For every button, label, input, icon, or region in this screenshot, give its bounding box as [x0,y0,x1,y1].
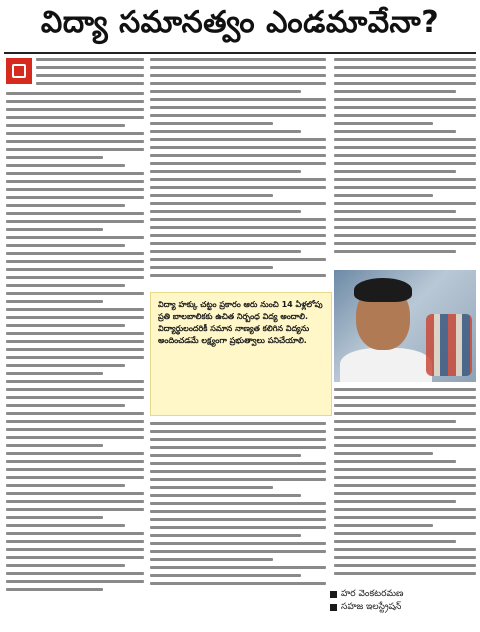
headline: విద్యా సమానత్వం ఎండమావేనా? [40,5,440,40]
bullet-square-icon [330,591,337,598]
text-line [6,556,144,559]
text-line [6,100,144,103]
text-line [6,452,144,455]
text-line [150,106,326,109]
text-line [6,236,144,239]
text-line [334,202,476,205]
article-column-3-upper [334,58,476,264]
text-line [150,486,273,489]
text-line [6,308,144,311]
text-line [6,268,144,271]
text-line [334,548,476,551]
text-line [6,412,144,415]
text-line [6,300,103,303]
text-line [150,526,326,529]
text-line [334,476,476,479]
text-line [6,388,144,391]
text-line [6,140,144,143]
text-line [150,558,273,561]
text-line [334,122,433,125]
text-line [150,566,326,569]
text-line [6,260,144,263]
text-line [6,420,144,423]
text-line [150,582,326,585]
text-line [150,494,301,497]
text-line [334,436,476,439]
text-line [150,170,301,173]
text-line [36,66,144,69]
text-line [334,484,476,487]
text-line [150,66,326,69]
text-line [6,172,144,175]
text-line [334,114,476,117]
text-line [6,404,125,407]
text-line [6,204,125,207]
text-line [6,116,144,119]
text-line [150,274,326,277]
text-line [334,98,476,101]
newspaper-logo-icon [6,58,32,84]
credits [330,588,476,616]
text-line [36,58,144,61]
text-line [6,316,144,319]
text-line [150,146,326,149]
text-line [334,428,476,431]
text-line [334,226,476,229]
text-line [334,90,456,93]
text-line [334,162,476,165]
text-line [150,454,301,457]
text-line [6,276,144,279]
text-line [334,186,476,189]
text-line [150,258,326,261]
text-line [150,422,326,425]
logo-mark [12,64,26,78]
text-line [150,130,301,133]
text-line [6,292,144,295]
text-line [6,484,125,487]
text-line [334,556,476,559]
text-line [334,178,476,181]
text-line [6,516,103,519]
text-line [334,138,476,141]
text-line [6,332,144,335]
text-line [334,452,433,455]
text-line [334,210,456,213]
text-line [6,164,125,167]
text-line [150,178,326,181]
text-line [150,162,326,165]
text-line [334,508,476,511]
text-line [334,540,456,543]
text-line [6,580,144,583]
text-line [6,196,144,199]
text-line [334,66,476,69]
text-line [334,388,476,391]
text-line [6,252,144,255]
text-line [6,220,144,223]
text-line [150,210,301,213]
text-line [334,194,433,197]
text-line [150,82,326,85]
text-line [334,106,476,109]
text-line [150,446,326,449]
text-line [36,74,144,77]
article-column-2-lower [150,422,326,598]
text-line [6,244,125,247]
text-line [150,534,301,537]
text-line [150,194,273,197]
text-line [334,74,476,77]
photo-figure-hair [354,278,412,302]
text-line [334,218,476,221]
text-line [6,588,103,591]
text-line [150,518,326,521]
text-line [150,266,273,269]
text-line [6,188,144,191]
text-line [334,572,476,575]
text-line [6,444,103,447]
text-line [334,412,476,415]
text-line [334,468,476,471]
text-line [150,154,326,157]
text-line [150,510,326,513]
text-line [150,138,326,141]
text-line [6,492,144,495]
text-line [6,348,144,351]
text-line [6,572,144,575]
text-line [334,492,476,495]
text-line [334,154,476,157]
text-line [6,508,144,511]
text-line [6,212,144,215]
text-line [6,340,144,343]
text-line [334,460,456,463]
text-line [6,156,103,159]
text-line [6,356,144,359]
text-line [6,548,144,551]
text-line [334,516,476,519]
article-column-3-lower [334,388,476,584]
article-column-2-upper [150,58,326,286]
bullet-square-icon [330,604,337,611]
pull-quote: విద్యా హక్కు చట్టం ప్రకారం ఆరు నుంచి 14 ఏళ్లలోపు ప్రతి బాలబాలికకు ఉచిత నిర్బంధ విద్య అందాలి. విద్యార్థులందరికీ సమాన నాణ్యత కలిగిన విద్యను అందించడమే లక్ష్యంగా ప్రభుత్వాలు పనిచేయాలి. [150,292,332,416]
article-photo [334,270,476,382]
text-line [6,380,144,383]
text-line [150,550,326,553]
text-line [150,90,301,93]
text-line [6,428,144,431]
text-line [36,82,144,85]
text-line [6,532,144,535]
text-line [150,226,326,229]
text-line [334,404,476,407]
text-line [334,396,476,399]
text-line [6,540,144,543]
text-line [334,242,476,245]
text-line [6,524,125,527]
author-name: హర వెంకటరమణ [341,589,404,599]
text-line [6,324,125,327]
text-line [150,438,326,441]
text-line [6,124,125,127]
text-line [150,122,273,125]
text-line [6,476,144,479]
text-line [334,58,476,61]
headline-rule [4,52,476,54]
text-line [334,444,476,447]
text-line [6,364,125,367]
text-line [334,532,476,535]
illustration-name: సహజ ఇలస్ట్రేషన్ [341,602,402,612]
text-line [334,420,456,423]
text-line [150,574,301,577]
text-line [150,462,326,465]
text-line [150,58,326,61]
text-line [334,234,476,237]
text-line [6,108,144,111]
text-line [6,372,103,375]
text-line [334,564,476,567]
text-line [150,234,326,237]
text-line [6,468,144,471]
text-line [150,98,326,101]
text-line [6,228,103,231]
text-line [150,242,326,245]
text-line [6,564,125,567]
text-line [6,460,144,463]
text-line [334,130,456,133]
text-line [6,92,144,95]
text-line [334,500,456,503]
text-line [150,74,326,77]
text-line [334,170,456,173]
text-line [150,202,326,205]
text-line [150,114,326,117]
text-line [150,250,301,253]
photo-figure-shirt [340,348,432,382]
text-line [6,500,144,503]
text-line [6,180,144,183]
text-line [6,284,125,287]
text-line [150,502,326,505]
text-line [6,436,144,439]
text-line [6,132,144,135]
author-credit [330,588,476,601]
text-line [6,396,144,399]
text-line [334,524,433,527]
article-column-1-lower [6,92,144,632]
text-line [334,82,476,85]
text-line [150,218,326,221]
text-line [150,186,326,189]
text-line [150,430,326,433]
text-line [334,250,456,253]
text-line [334,146,476,149]
text-line [150,478,326,481]
illustration-credit [330,601,476,614]
text-line [150,542,326,545]
text-line [150,470,326,473]
text-line [6,148,144,151]
photo-background-students [426,314,472,376]
